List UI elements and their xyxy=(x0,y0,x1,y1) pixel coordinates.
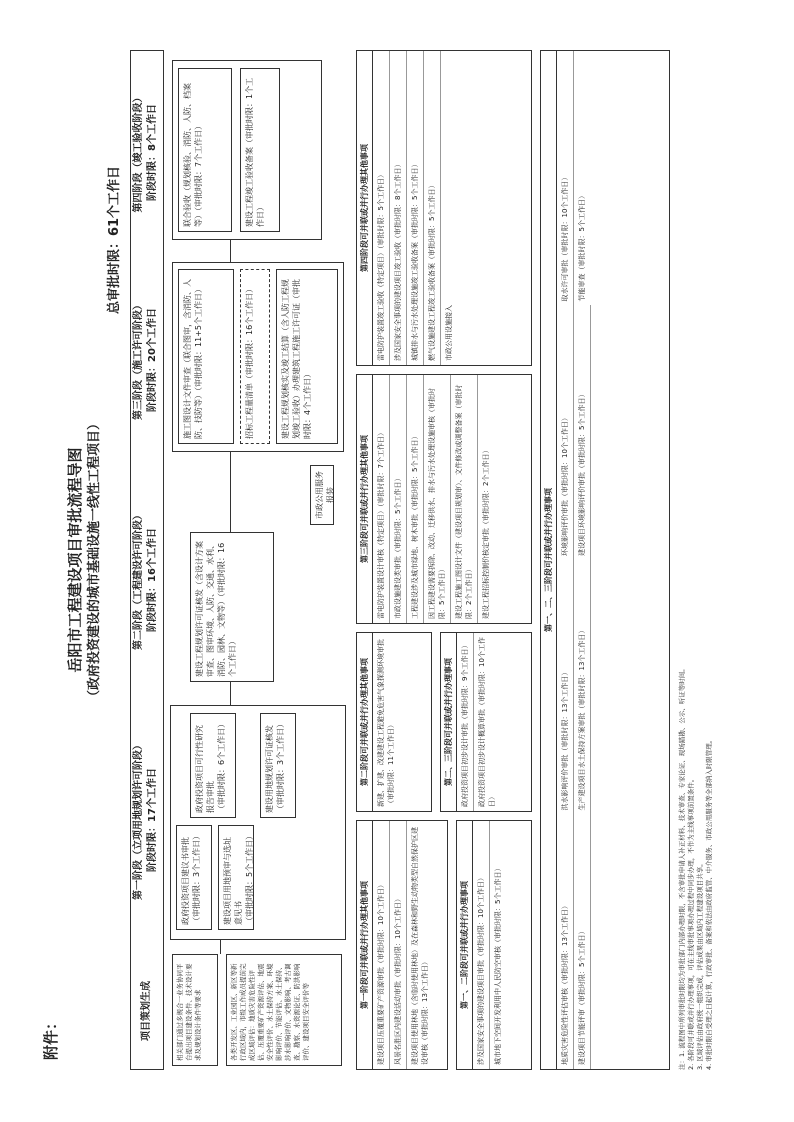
section-c xyxy=(356,632,432,812)
section-b-item: 城市地下空间开发利用中人民防空审核（审批时限：5个工作日） xyxy=(494,864,502,1065)
section-g-item: 建设项目节能评审（审批时限：5个工作日） xyxy=(574,815,591,1070)
stage-1-item-2: 政府投资项目可行性研究报告审批 （审批时限：6个工作日） xyxy=(190,713,236,818)
stage-3-time: 阶段时限：20个工作日 xyxy=(147,308,158,412)
section-d-title: 第二、三阶段可并联或并行办理事项 xyxy=(441,633,457,811)
section-d xyxy=(440,632,532,812)
stage-3-item-0: 施工图设计文件审查（联合图审，含消防、人防、技防等）（审批时限：11+5个工作日） xyxy=(178,269,234,444)
page-subtitle: （政府投资建设的城市基础设施一线性工程项目） xyxy=(87,417,102,704)
section-f-title: 第四阶段可并联或并行办理其他事项 xyxy=(357,51,373,365)
section-g-item: 取水许可审批（审批时限：10个工作日） xyxy=(557,51,574,306)
section-a xyxy=(356,820,448,1070)
section-a-item: 风景名胜区内建设活动审批（审批时限：10个工作日） xyxy=(390,821,407,1069)
section-d-item: 政府投资项目初步设计审批（审批时限：9个工作日） xyxy=(457,633,474,811)
planning-box: 相关部门通过多规合一业务协同平台提出项目建设条件、技术设计要求及规划设计条件等要求 xyxy=(172,954,218,1066)
section-e xyxy=(356,374,532,624)
total-time: 总审批时限：61个工作日 xyxy=(107,165,122,315)
section-g-item: 生产建设项目水土保持方案审批（审批时限：13个工作日） xyxy=(574,560,591,815)
attachment-label: 附件： xyxy=(42,1014,60,1060)
section-f-item: 城镇排水与污水处理设施竣工验收备案（审批时限：5个工作日） xyxy=(407,51,424,365)
stage-3-item-2: 建设工程规划核实及竣工结算（含人防工程规划竣工验收）办理建筑工程施工许可证（审批时限：4个工作日） xyxy=(276,269,338,444)
stage-1-item-3: 建设用地规划许可证核发 （审批时限：3个工作日） xyxy=(260,713,296,818)
section-b-title: 第一、二阶段可并联或并行办理事项 xyxy=(457,821,473,1069)
section-g xyxy=(540,50,670,1070)
connector xyxy=(230,682,231,705)
stage-4-name: 第四阶段（竣工验收阶段） xyxy=(133,92,144,213)
section-b xyxy=(456,820,532,1070)
section-g-item: 地质灾害危险性评估审核（审批时限：13个工作日） xyxy=(557,815,574,1070)
section-d-item: 政府投资项目初步设计概算审批（审批时限：10个工作日） xyxy=(478,637,496,807)
stage-4-time: 阶段时限：8个工作日 xyxy=(147,104,158,201)
page-title: 岳阳市工程建设项目审批流程导图 xyxy=(66,447,84,673)
section-c-item: 新建、扩建、改建建设工程避免危害气象探测环境审批（审批时限：11个工作日） xyxy=(377,639,395,807)
connector xyxy=(230,240,231,262)
section-e-item: 因工程建设需要拆除、改动、迁移供水、排水与污水处理设施审核（审批时限：5个工作日） xyxy=(424,375,451,623)
stage-1-time: 阶段时限：17个工作日 xyxy=(147,768,158,872)
section-e-title: 第三阶段可并联或并行办理其他事项 xyxy=(357,375,373,623)
section-g-item: 节能审查（审批时限：5个工作日） xyxy=(578,192,586,302)
section-e-item: 工程建设涉及城市绿地、树木审批（审批时限：5个工作日） xyxy=(407,375,424,623)
public-service-box: 市政公用服务报装 xyxy=(310,465,334,525)
flowchart-canvas xyxy=(60,40,750,1080)
footnotes: 注：1. 流程图中所列审批时限均为审批部门内部办理时限，不含审批申请人补正材料、技术审查、专家论证、现场踏勘、公示、听证等时间。 2. 各阶段可并联或并行办理事项，可在主线审批事项办理过程中同步办理，不作为主线事项前置条件。 3. 区域评估由政府统一组织完成，评估成果由区域内工程建设项目共享。 4. 审批时限自受理之日起计算，行政审批、备案和依法由政府监管、中介服务、市政公用服务等全部纳入时限管理。 xyxy=(678,665,713,1070)
section-f-item: 涉及国家安全事项的建设项目竣工验收（审批时限：8个工作日） xyxy=(390,51,407,365)
section-g-item: 环境影响评价审批（审批时限：10个工作日） xyxy=(557,306,574,561)
stage-1-item-0: 政府投资项目建议书审批 （审批时限：3个工作日） xyxy=(176,825,212,930)
section-f-item: 市政公用设施接入 xyxy=(445,305,453,361)
section-e-item: 市政设施建设类审批（审批时限：5个工作日） xyxy=(390,375,407,623)
stage-1-name: 第一阶段（立项用地规划许可阶段） xyxy=(133,740,144,900)
section-g-title: 第一、二、三阶段可并联或并行办理事项 xyxy=(541,51,557,1069)
section-b-item: 涉及国家安全事项的建设项目审批（审批时限：10个工作日） xyxy=(473,821,490,1069)
section-e-item: 雷电防护装置设计审核（特定项目）（审批时限：7个工作日） xyxy=(373,375,390,623)
planning-region-box: 各类开发区、工业园区、新区等新行政区域内，市级工作成员提前完成区域评估：地质灾害危险性评估、压覆重要矿产资源评估、地震安全性评价、水土保持方案、环境影响评价、节能评估、水土保持、涉水影响评价、文物影响、考古调查、勘察、水资源论证、防洪影响评价、建设项目安全评价等 xyxy=(226,954,342,1066)
section-f-item: 雷电防护装置竣工验收（特定项目）（审批时限：5个工作日） xyxy=(373,51,390,365)
connector xyxy=(230,452,231,532)
stage-3-item-1: 招标工程量清单（审批时限：16个工作日） xyxy=(240,269,270,444)
section-f xyxy=(356,50,532,366)
section-c-title: 第二阶段可并联或并行办理其他事项 xyxy=(357,633,373,811)
section-f-item: 燃气设施建设工程竣工验收备案（审批时限：5个工作日） xyxy=(424,51,441,365)
section-e-item: 建设工程招标控制价核定审批（审批时限：2个工作日） xyxy=(482,446,490,619)
stage-4-item-0: 联合验收（规划核验、消防、人防、档案等）（审批时限：7个工作日） xyxy=(178,68,232,232)
stage-2-item-0: 建设工程规划许可证核发（含设计方案审查、图审环境、人防、交通、水利、消防、园林、文物等）（审批时限：16个工作日） xyxy=(190,532,274,682)
stage-0-name: 项目策划生成 xyxy=(141,981,152,1041)
section-a-title: 第一阶段可并联或并行办理其他事项 xyxy=(357,821,373,1069)
stage-4-item-1: 建设工程竣工验收备案（审批时限：1个工作日） xyxy=(240,68,280,232)
stage-1-item-1: 建设项目用地预审与选址意见书 （审批时限：5个工作日） xyxy=(218,825,254,930)
section-g-item: 洪水影响评价审批（审批时限：13个工作日） xyxy=(557,560,574,815)
section-e-item: 建设工程施工图设计文件（建设项目规划审）、文件修改或调整备案（审批时限：2个工作日） xyxy=(451,375,478,623)
connector xyxy=(220,940,221,954)
stage-2-time: 阶段时限：16个工作日 xyxy=(147,528,158,632)
stage-2-name: 第二阶段（工程建设许可阶段） xyxy=(133,510,144,650)
section-a-item: 建设项目压覆重要矿产资源审批（审批时限：10个工作日） xyxy=(373,821,390,1069)
section-a-item: 建设项目使用林地（含临时使用林地）及在森林和野生动物类型自然保护区建设审核（审批时限：13个工作日） xyxy=(411,827,429,1065)
stage-3-name: 第三阶段（施工许可阶段） xyxy=(133,300,144,420)
section-g-item: 建设项目环境影响评价审批（审批时限：5个工作日） xyxy=(574,306,591,561)
